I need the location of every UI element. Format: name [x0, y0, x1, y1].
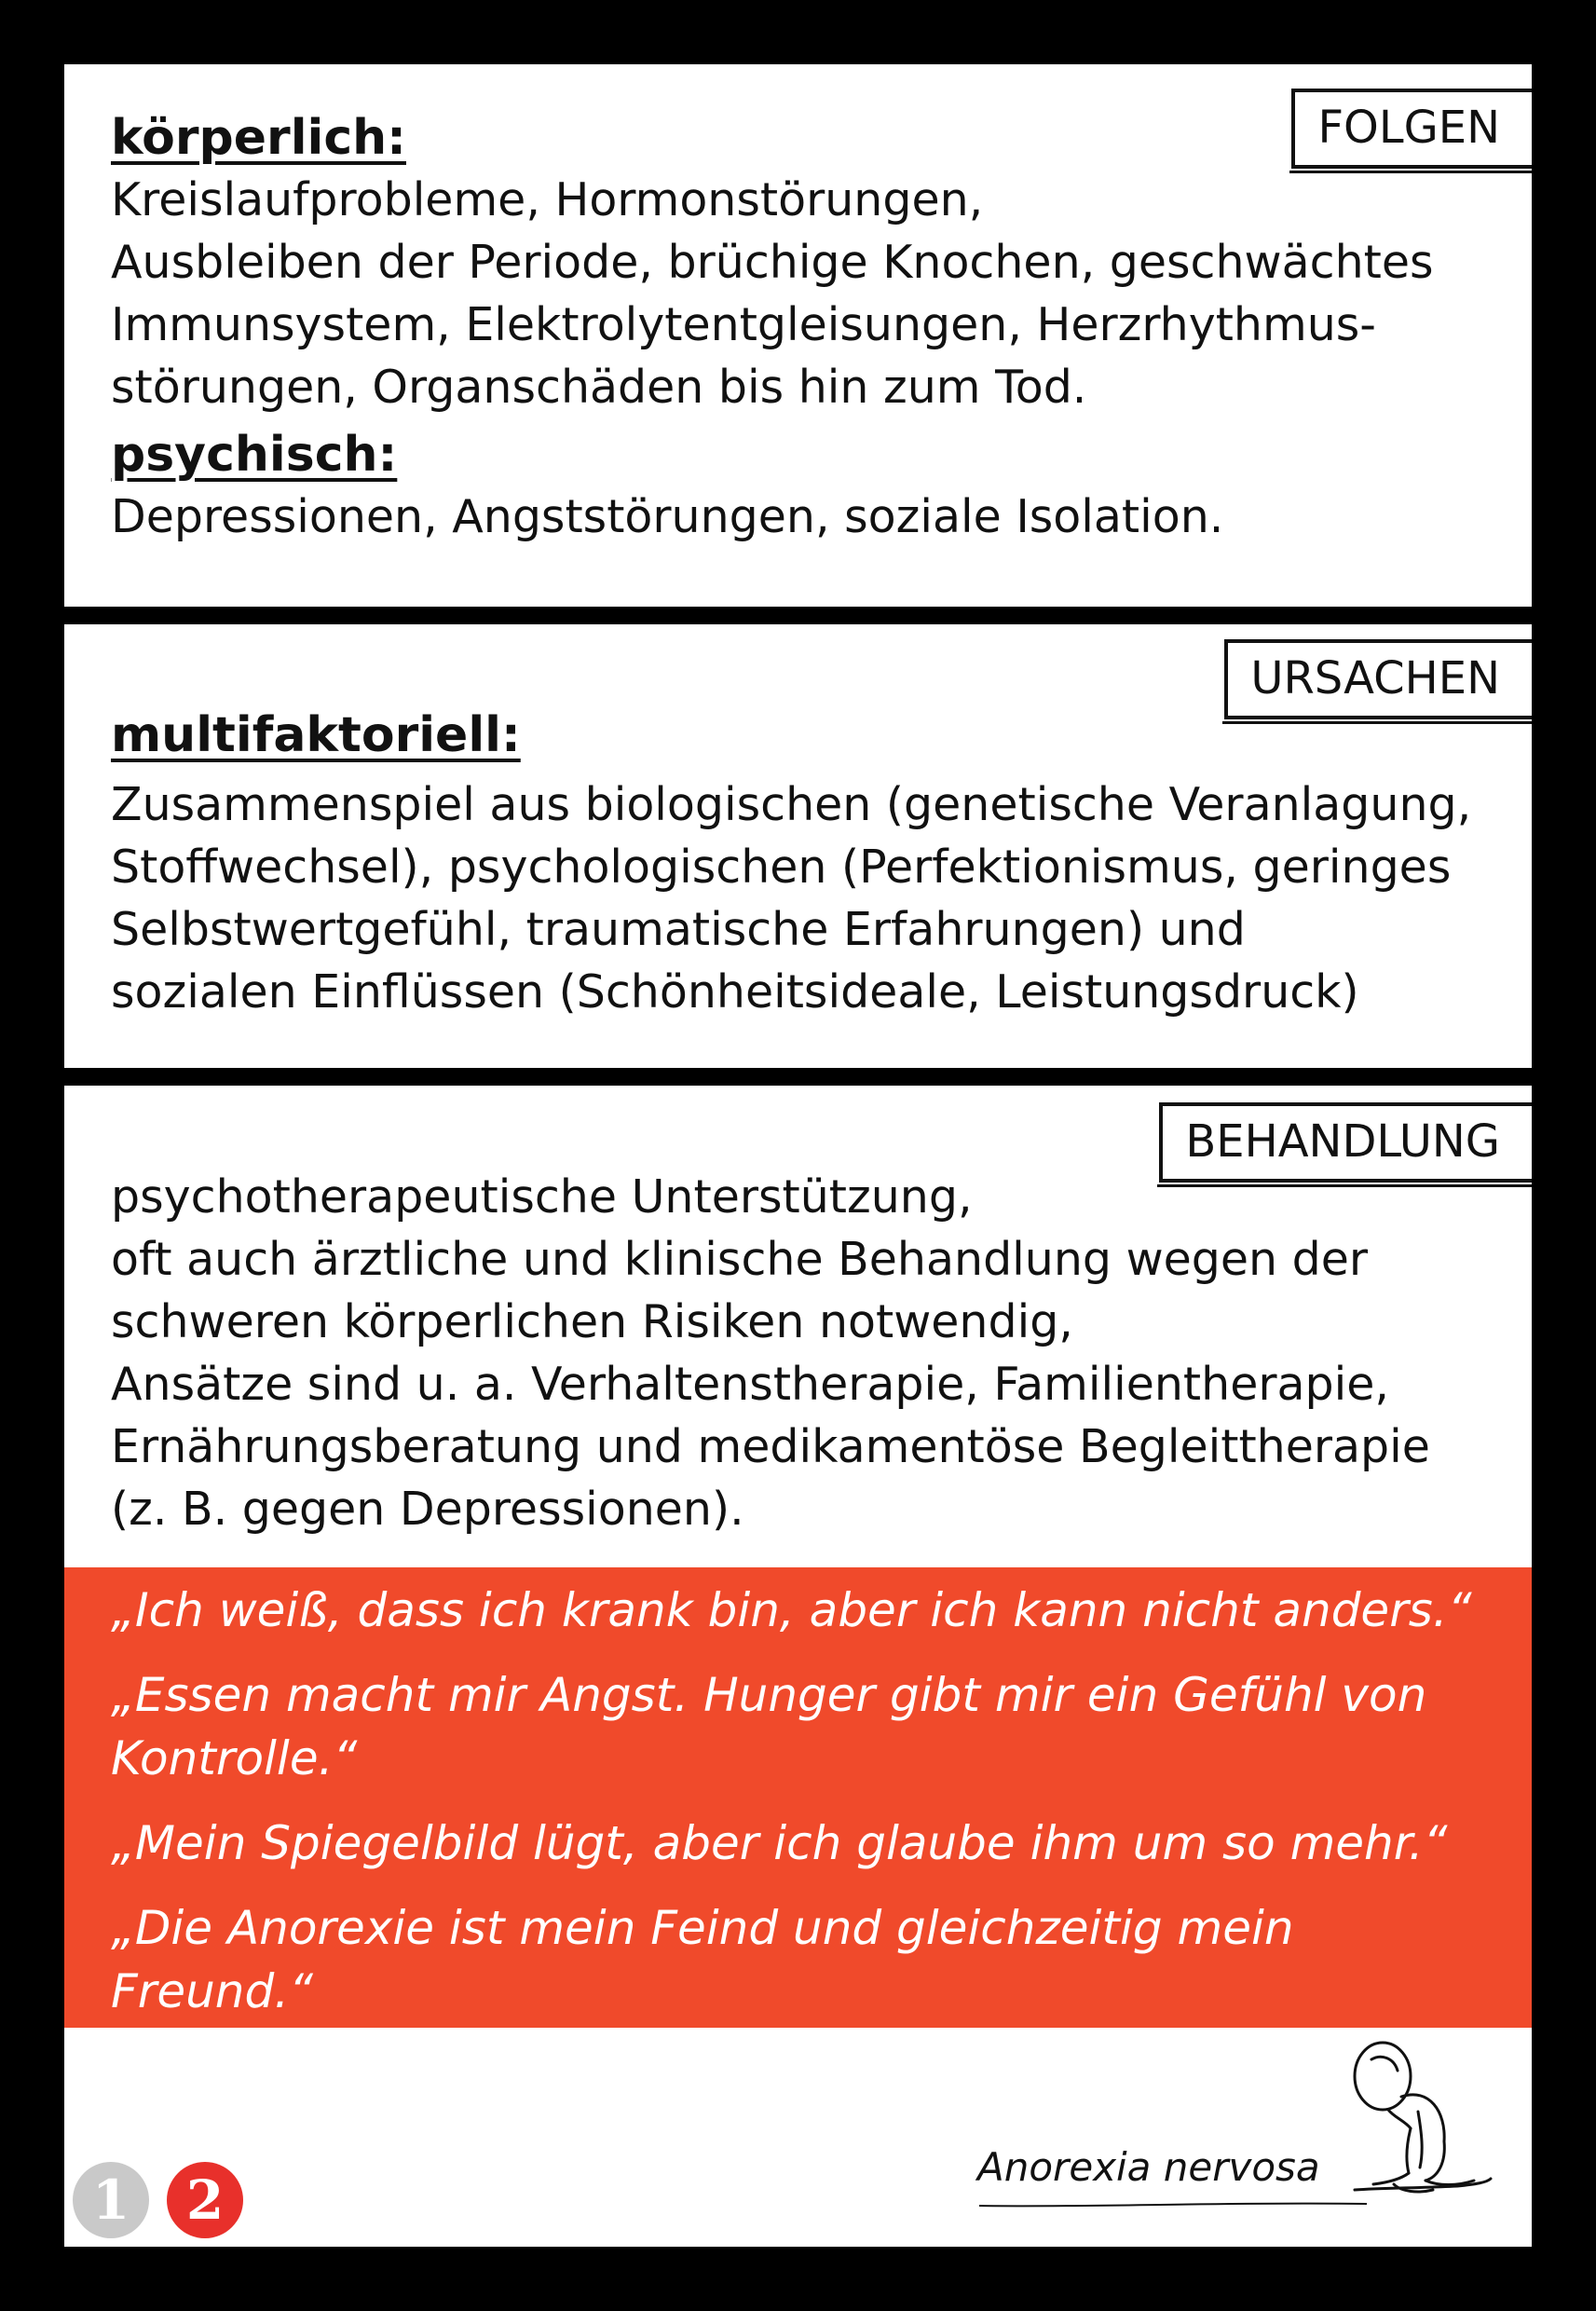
page-indicator-2[interactable]: 2 — [167, 2162, 243, 2238]
quote-line: „Ich weiß, dass ich krank bin, aber ich kann nicht anders.“ — [111, 1583, 1472, 1637]
psych-heading: psychisch: — [111, 427, 398, 483]
physical-text — [111, 169, 1508, 418]
causes-text — [111, 773, 1508, 1023]
behandlung-panel — [64, 1086, 1532, 2247]
treatment-text — [111, 1166, 1508, 1540]
quote-line: „Essen macht mir Angst. Hunger gibt mir ein Gefühl von — [111, 1668, 1427, 1722]
behandlung-tag: BEHANDLUNG — [1159, 1102, 1532, 1183]
treatment-line: oft auch ärztliche und klinische Behandlung wegen der — [111, 1233, 1369, 1286]
physical-line: Ausbleiben der Periode, brüchige Knochen, geschwächtes — [111, 236, 1434, 289]
quote-line: „Die Anorexie ist mein Feind und gleichzeitig mein — [111, 1901, 1294, 1955]
physical-line: störungen, Organschäden bis hin zum Tod. — [111, 361, 1087, 414]
causes-line: sozialen Einflüssen (Schönheitsideale, Leistungsdruck) — [111, 965, 1359, 1019]
treatment-line: Ansätze sind u. a. Verhaltenstherapie, Familientherapie, — [111, 1358, 1389, 1411]
physical-heading: körperlich: — [111, 110, 406, 166]
treatment-line: schweren körperlichen Risiken notwendig, — [111, 1295, 1073, 1348]
quote-line: Kontrolle.“ — [111, 1731, 358, 1785]
psych-line: Depressionen, Angststörungen, soziale Isolation. — [111, 490, 1224, 543]
folgen-panel — [64, 64, 1532, 607]
title-underline-stroke — [977, 2196, 1369, 2215]
quote-line: „Mein Spiegelbild lügt, aber ich glaube ihm um so mehr.“ — [111, 1816, 1448, 1870]
psych-text — [111, 485, 1508, 548]
quote-line: Freund.“ — [111, 1964, 313, 2018]
causes-heading: multifaktoriell: — [111, 707, 521, 763]
page-indicator-1[interactable]: 1 — [73, 2162, 149, 2238]
quote — [111, 1579, 1472, 1642]
physical-line: Immunsystem, Elektrolytentgleisungen, Herzrhythmus- — [111, 298, 1376, 351]
ursachen-panel — [64, 624, 1532, 1068]
quote — [111, 1663, 1426, 1790]
physical-line: Kreislaufprobleme, Hormonstörungen, — [111, 173, 984, 226]
treatment-line: psychotherapeutische Unterstützung, — [111, 1170, 973, 1224]
footer-title: Anorexia nervosa — [977, 2144, 1320, 2190]
folgen-tag: FOLGEN — [1291, 89, 1532, 169]
causes-line: Selbstwertgefühl, traumatische Erfahrungen) und — [111, 903, 1246, 956]
causes-line: Zusammenspiel aus biologischen (genetische Veranlagung, — [111, 778, 1472, 831]
quote — [111, 1896, 1294, 2023]
sitting-figure-illustration — [1336, 2031, 1494, 2199]
ursachen-tag: URSACHEN — [1224, 639, 1532, 719]
treatment-line: (z. B. gegen Depressionen). — [111, 1483, 744, 1536]
treatment-line: Ernährungsberatung und medikamentöse Begleittherapie — [111, 1420, 1430, 1473]
quotes-box — [64, 1567, 1532, 2028]
causes-line: Stoffwechsel), psychologischen (Perfektionismus, geringes — [111, 841, 1452, 894]
quote — [111, 1812, 1448, 1875]
